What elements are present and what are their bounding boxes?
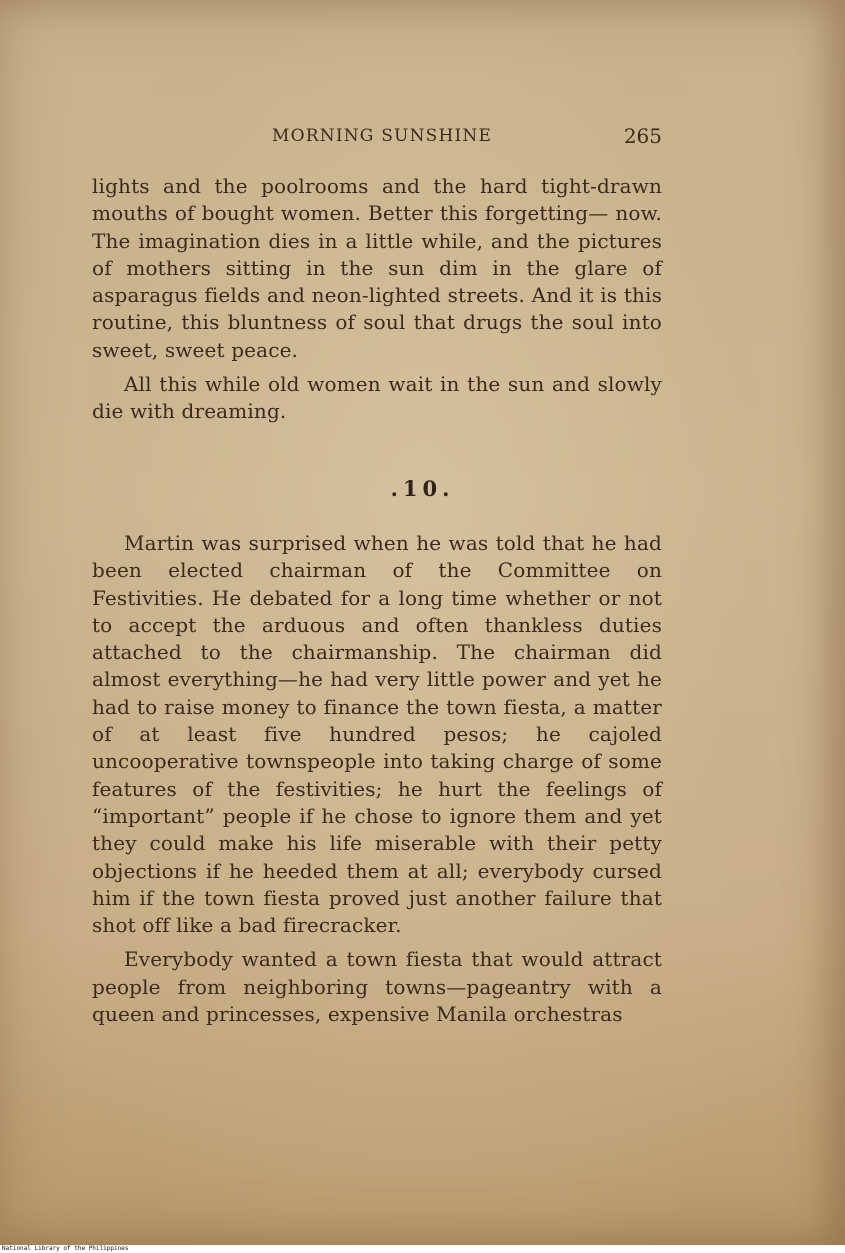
section-number: .10. (390, 476, 455, 501)
page-header (92, 126, 662, 154)
page-number: 265 (623, 124, 662, 148)
top-text-block (92, 173, 662, 426)
paragraph-continuation: lights and the poolrooms and the hard tight-drawn mouths of bought women. Better this forgetting— now. The imagination dies in a little while, and the pictures of mothers sitting in the sun dim in the glare of asparagus fields and neon-lighted streets. And it is this routine, this bluntness of soul that drugs the soul into sweet, sweet peace. (92, 174, 662, 362)
bottom-text-block (92, 530, 662, 1028)
paragraph-old-women: All this while old women wait in the sun and slowly die with dreaming. (92, 372, 662, 424)
paragraph-martin: Martin was surprised when he was told that he had been elected chairman of the Committee on Festivities. He debated for a long time whether or not to accept the arduous and often thankless duties attached to the chairmanship. The chairman did almost everything—he had very little power and yet he had to raise money to finance the town fiesta, a matter of at least five hundred pesos; he cajoled uncooperative townspeople into taking charge of some features of the festivities; he hurt the feelings of “important” people if he chose to ignore them and yet they could make his life miserable with their petty objections if he heeded them at all; everybody cursed him if the town fiesta proved just another failure that shot off like a bad firecracker. (92, 531, 662, 938)
running-head: MORNING SUNSHINE (272, 126, 493, 146)
paragraph-everybody: Everybody wanted a town fiesta that would attract people from neighboring towns—pageantry with a queen and princesses, expensive Manila orchestras (92, 947, 662, 1027)
library-watermark: National Library of the Philippines (0, 1245, 845, 1253)
